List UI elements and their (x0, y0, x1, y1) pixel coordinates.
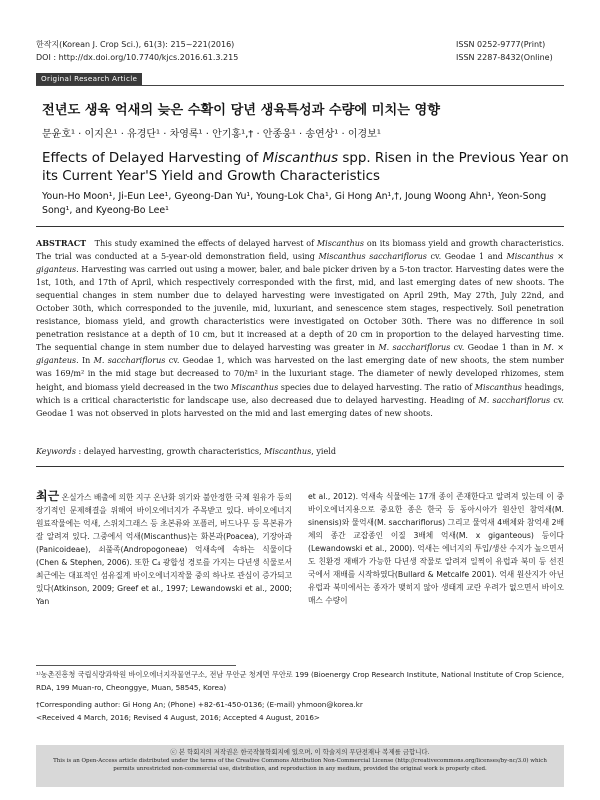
issn-online: ISSN 2287-8432(Online) (456, 53, 553, 62)
title-divider (36, 226, 564, 227)
english-authors: Youn-Ho Moon¹, Ji-Eun Lee¹, Gyeong-Dan Yu¹, Young-Lok Cha¹, Gi Hong An¹,†, Joung Woong Ahn¹, Yeon-Song Song¹, and Kyeong-Bo Lee¹ (42, 191, 547, 217)
journal-citation: 한작지(Korean J. Crop Sci.), 61(3): 215~221(2016) (36, 40, 235, 49)
dropcap: 최근 (36, 489, 60, 503)
affiliation-footnote: ¹⁾농촌진흥청 국립식량과학원 바이오에너지작물연구소, 전남 무안군 청계면 무안로 199 (Bioenergy Crop Research Institute, National Institute of Crop Science, RDA, 199 Muan-ro, Cheonggye, Muan, 58545, Korea) (36, 670, 564, 692)
keywords: Keywords : delayed harvesting, growth characteristics, Miscanthus, yield (36, 447, 336, 456)
body-right-column: et al., 2012). 억새속 식물에는 17개 종이 존재한다고 알려져 있는데 이 중 바이오에너지용으로 중요한 종은 한국 등 동아시아가 원산인 참억새(M. sinensis)와 물억새(M. sacchariflorus) 그리고 물억새 4배체와 참억새 2배체의 종간 교잡종인 이질 3배체 억새(M. x giganteous) 등이다(Lewandowski et al., 2000). 억새는 에너지의 투입/생산 수지가 높으면서도 친환경 재배가 가능한 다년생 작물로 알려져 일찍이 유럽과 북미 등 선진국에서 재배를 시작하였다(Bullard & Metcalfe 2001). 억새 원산지가 아닌 유럽과 북미에서는 종자가 맺히지 않아 생태계 교란 우려가 없으면서 바이오매스 수량이 (308, 492, 564, 606)
license-line-2: permits unrestricted non-commercial use, distribution, and reproduction in any medium, provided the original work is properly cited. (113, 766, 487, 772)
body-left-column: 최근 온실가스 배출에 의한 지구 온난화 위기와 불안정한 국제 원유가 등의 장기적인 문제해결을 위해여 바이오에너지가 주목받고 있다. 바이오에너지 원료작물에는 억새, 스위치그래스 등 초본류와 포플러, 버드나무 등 목본류가 잘 알려져 있다. 그중에서 억새(Miscanthus)는 화본과(Poacea), 기장아과(Panicoideae), 쇠풀족(Andropogoneae) 억새속에 속하는 식물이다(Chen & Stephen, 2006). 또한 C₄ 광합성 경로를 가지는 다년생 식물로서 최근에는 대표적인 섬유질계 바이오에너지작물 중의 하나로 관심이 증가되고 있다(Atkinson, 2009; Greef et al., 1997; Lewandowski et al., 2000; Yan (36, 489, 292, 607)
footnote-divider (36, 665, 236, 666)
abstract-divider (36, 466, 564, 467)
abstract-label: ABSTRACT (36, 238, 87, 248)
license-line-1: This is an Open-Access article distributed under the terms of the Creative Commons Attribution Non-Commercial License (http://creativecommons.org/licenses/by-nc/3.0) which (53, 758, 547, 764)
keywords-label: Keywords (36, 447, 76, 456)
article-type-badge: Original Research Article (36, 73, 142, 85)
korean-authors: 문윤호¹ · 이지은¹ · 유경단¹ · 차영록¹ · 안기홍¹,† · 안종웅¹ · 송연상¹ · 이경보¹ (42, 129, 381, 140)
submission-dates: <Received 4 March, 2016; Revised 4 August, 2016; Accepted 4 August, 2016> (36, 713, 320, 722)
header-divider (36, 85, 564, 86)
doi-link[interactable]: DOI : http://dx.doi.org/10.7740/kjcs.2016.61.3.215 (36, 53, 239, 62)
korean-title: 전년도 생육 억새의 늦은 수확이 당년 생육특성과 수량에 미치는 영향 (42, 103, 441, 118)
copyright-notice: ⓒ 본 학회지의 저작권은 한국작물학회지에 있으며, 이 학술지의 무단전재나 복제를 금합니다. (170, 748, 430, 756)
license-box (36, 745, 564, 787)
issn-print: ISSN 0252-9777(Print) (456, 40, 546, 49)
english-title: Effects of Delayed Harvesting of Miscanthus spp. Risen in the Previous Year on its Current Year'S Yield and Growth Characteristics (42, 151, 569, 184)
corresponding-author: †Corresponding author: Gi Hong An; (Phone) +82-61-450-0136; (E-mail) yhmoon@korea.kr (36, 700, 363, 709)
abstract: ABSTRACT This study examined the effects of delayed harvest of Miscanthus on its biomass yield and growth characteristics. The trial was conducted at a 5-year-old demonstration field, using Miscanthus sacchariflorus cv. Geodae 1 and Miscanthus × giganteus. Harvesting was carried out using a mower, baler, and bale picker driven by a 5-ton tractor. Harvesting dates were the 1st, 10th, and 17th of April, which respectively corresponded with the first, mid, and last emerging dates of new shoots. The sequential changes in stem number due to delayed harvesting were investigated on April 29th, May 27th, July 22nd, and October 30th, which corresponded to the juvenile, mid, luxuriant, and senescence stem stages, respectively. Soil penetration resistance, biomass yield, and growth characteristics were investigated on October 30th. There was no difference in soil penetration resistance at a depth of 10 cm, but it increased at a depth of 20 cm in proportion to the delayed harvesting time. The sequential change in stem number due to delayed harvesting was greater in M. sacchariflorus cv. Geodae 1 than in M. × giganteus. In M. sacchariflorus cv. Geodae 1, which was harvested on the last emerging date of new shoots, the stem number was 169/m² in the mid stage but decreased to 70/m² in the luxuriant stage. The diameter of newly developed rhizomes, stem height, and biomass yield decreased in the two Miscanthus species due to delayed harvesting. The ratio of Miscanthus headings, which is a critical characteristic for landscape use, also decreased due to delayed harvesting. Heading of M. sacchariflorus cv. Geodae 1 was not observed in plots harvested on the mid and last emerging dates of new shoots. (36, 238, 565, 418)
